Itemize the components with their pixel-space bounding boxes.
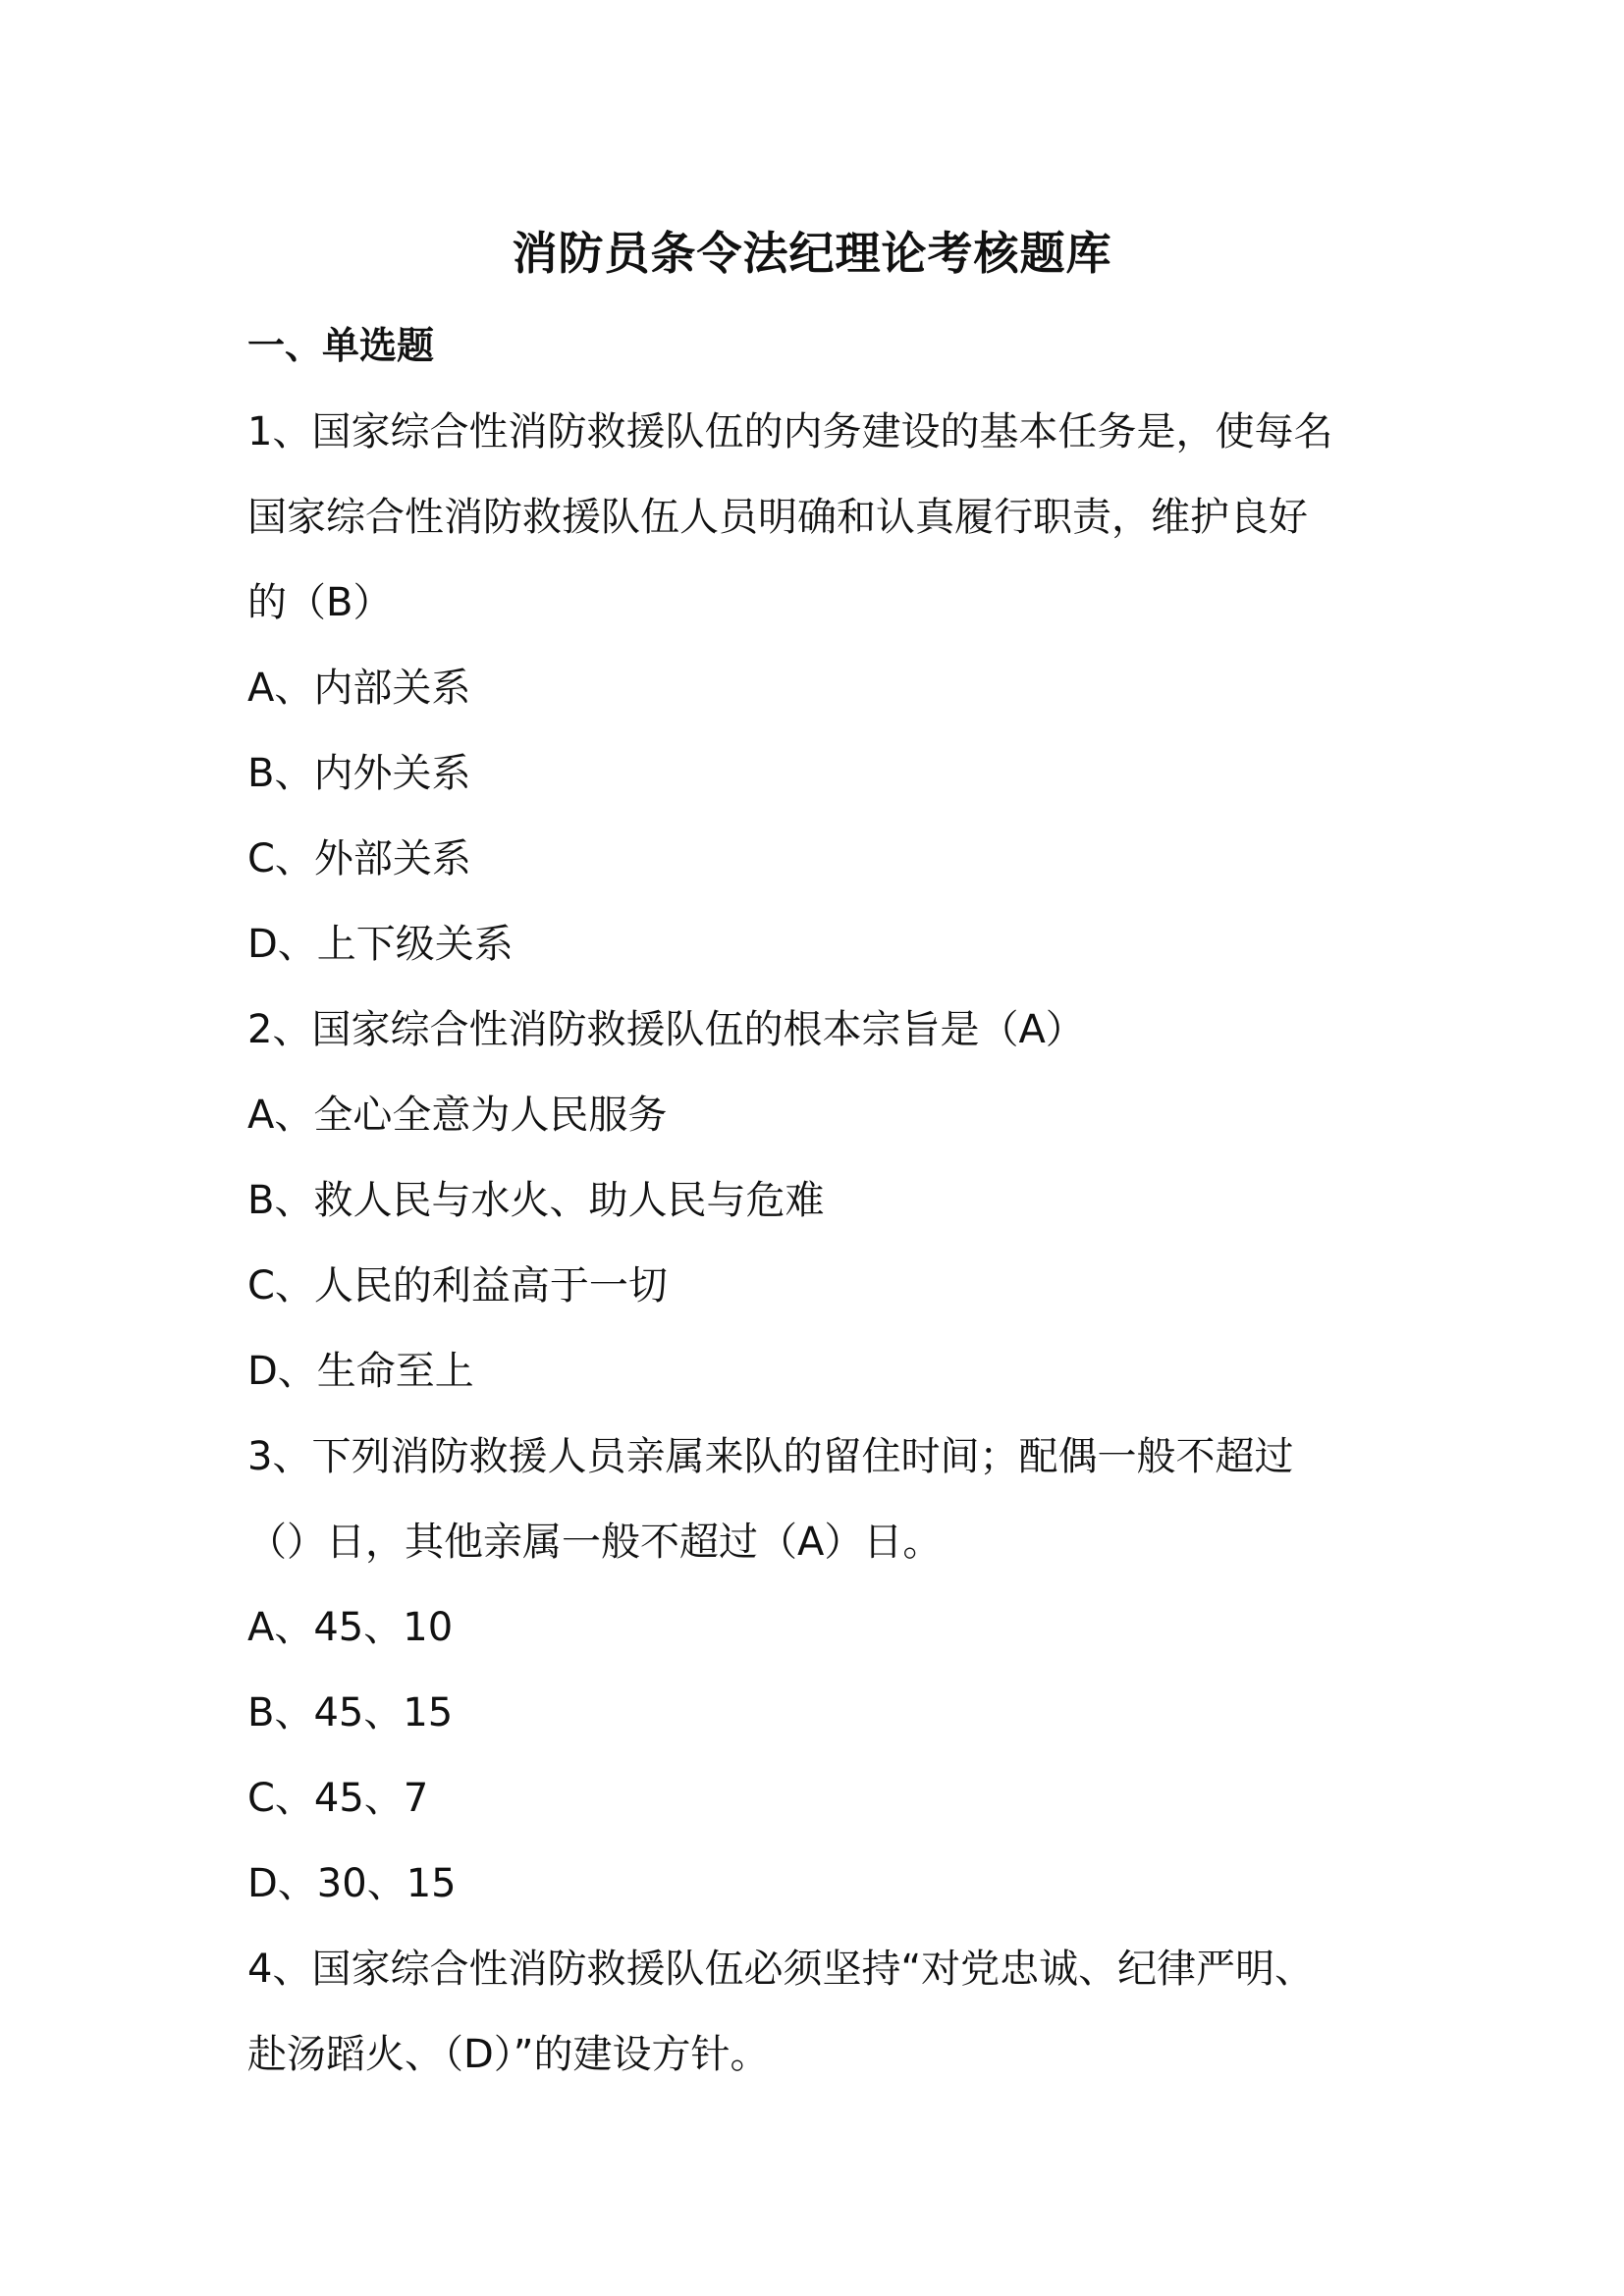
question-2-option-b: B、救人民与水火、助人民与危难 [247,1178,825,1223]
question-2-option-d: D、生命至上 [247,1349,474,1394]
question-3-option-c: C、45、7 [247,1776,429,1821]
question-3-option-d: D、30、15 [247,1861,457,1906]
question-1-option-b: B、内外关系 [247,751,471,796]
question-1-option-d: D、上下级关系 [247,922,514,967]
question-3-option-b: B、45、15 [247,1690,454,1735]
question-3-option-a: A、45、10 [247,1605,454,1650]
document-title: 消防员条令法纪理论考核题库 [512,227,1112,280]
section-heading: 一、单选题 [247,324,435,367]
question-1-option-c: C、外部关系 [247,836,471,881]
question-4-line-2: 赴汤蹈火、（D）”的建设方针。 [247,2032,770,2077]
question-2-option-c: C、人民的利益高于一切 [247,1263,668,1308]
question-2-option-a: A、全心全意为人民服务 [247,1093,668,1138]
question-1-line-1: 1、国家综合性消防救援队伍的内务建设的基本任务是，使每名 [247,409,1333,454]
question-3-line-1: 3、下列消防救援人员亲属来队的留住时间；配偶一般不超过 [247,1434,1294,1479]
question-4-line-1: 4、国家综合性消防救援队伍必须坚持“对党忠诚、纪律严明、 [247,1947,1315,1992]
question-3-line-2: （）日，其他亲属一般不超过（A）日。 [247,1520,943,1565]
question-2-line-1: 2、国家综合性消防救援队伍的根本宗旨是（A） [247,1007,1085,1052]
question-1-option-a: A、内部关系 [247,666,471,711]
question-1-line-3: 的（B） [247,580,393,625]
question-1-line-2: 国家综合性消防救援队伍人员明确和认真履行职责，维护良好 [247,495,1308,540]
